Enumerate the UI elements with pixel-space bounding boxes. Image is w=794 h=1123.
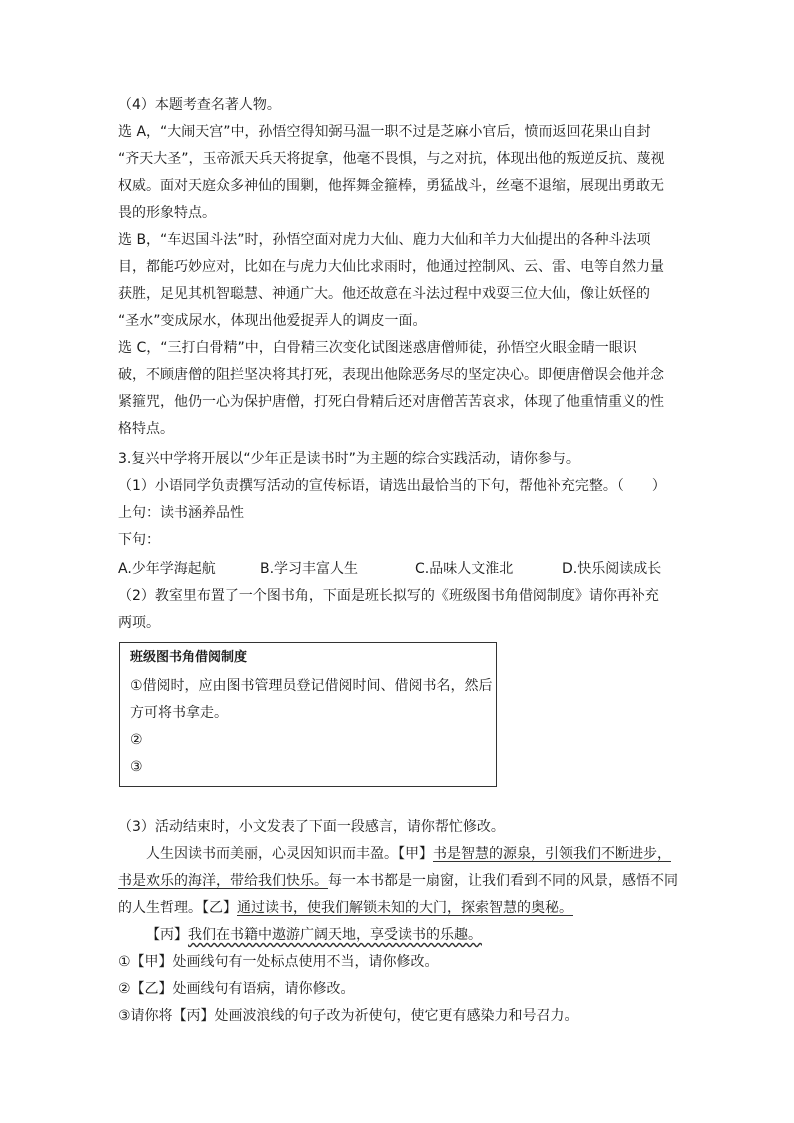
rules-item-3: ③	[130, 759, 143, 775]
option-a: A.少年学海起航	[118, 561, 216, 577]
rules-item-2: ②	[130, 732, 143, 748]
rules-item-1-line-2: 方可将书拿走。	[130, 705, 228, 721]
option-d: D.快乐阅读成长	[562, 561, 662, 577]
upper-sentence: 上句：读书涵养品性	[118, 505, 244, 521]
passage-line-2	[118, 872, 678, 890]
wavy-sentence-bing: 我们在书籍中遨游广阔天地，享受读书的乐趣。	[188, 927, 482, 943]
passage-sentence-3: 的人生哲理。	[118, 900, 202, 916]
q4-title: （4）本题考查名著人物。	[118, 97, 281, 113]
q3-title: 3.复兴中学将开展以“少年正是读书时”为主题的综合实践活动，请你参与。	[118, 451, 580, 467]
q4-a-line-1: 选 A，“大闹天宫”中，孙悟空得知弼马温一职不过是芝麻小官后，愤而返回花果山自封	[118, 124, 651, 140]
rules-box-title: 班级图书角借阅制度	[130, 650, 248, 665]
mark-bing: 【丙】	[146, 927, 188, 943]
q4-b-line-4: “圣水”变成尿水，体现出他爱捉弄人的调皮一面。	[118, 313, 427, 329]
option-b: B.学习丰富人生	[260, 561, 359, 577]
passage-line-1	[146, 845, 671, 863]
task-3: ③请你将【丙】处画波浪线的句子改为祈使句，使它更有感染力和号召力。	[118, 1008, 579, 1024]
passage-sentence: 人生因读书而美丽，心灵因知识而丰盈。	[146, 846, 398, 862]
q3-part-3: （3）活动结束时，小文发表了下面一段感言，请你帮忙修改。	[118, 819, 505, 835]
lower-sentence: 下句：	[118, 532, 160, 548]
q3-part-2-line-2: 两项。	[118, 615, 160, 631]
q4-c-line-4: 格特点。	[118, 421, 174, 437]
q4-a-line-4: 畏的形象特点。	[118, 205, 216, 221]
passage-line-4	[146, 926, 482, 944]
rules-box	[119, 642, 497, 787]
underlined-sentence-yi: 通过读书，使我们解锁未知的大门，探索智慧的奥秘。	[237, 900, 573, 916]
q4-a-line-3: 权威。面对天庭众多神仙的围剿，他挥舞金箍棒，勇猛战斗，丝毫不退缩，展现出勇敢无	[118, 178, 664, 194]
task-2: ②【乙】处画线句有语病，请你修改。	[118, 981, 355, 997]
mark-jia: 【甲】	[398, 846, 433, 862]
q4-b-line-3: 获胜，足见其机智聪慧、神通广大。他还故意在斗法过程中戏耍三位大仙，像让妖怪的	[118, 286, 650, 302]
rules-item-1-line-1: ①借阅时，应由图书管理员登记借阅时间、借阅书名，然后	[130, 678, 493, 694]
q4-c-line-3: 紧箍咒，他仍一心为保护唐僧，打死白骨精后还对唐僧苦苦哀求，体现了他重情重义的性	[118, 394, 664, 410]
task-1: ①【甲】处画线句有一处标点使用不当，请你修改。	[118, 954, 439, 970]
q4-c-line-2: 破，不顾唐僧的阻拦坚决将其打死，表现出他除恶务尽的坚定决心。即便唐僧误会他并念	[118, 367, 664, 383]
q4-b-line-2: 目，都能巧妙应对，比如在与虎力大仙比求雨时，他通过控制风、云、雷、电等自然力量	[118, 259, 664, 275]
option-c: C.品味人文淮北	[415, 561, 514, 577]
underlined-sentence-jia-2: 书是欢乐的海洋，带给我们快乐。	[118, 873, 328, 889]
options-row	[118, 560, 678, 578]
underlined-sentence-jia-1: 书是智慧的源泉，引领我们不断进步，	[433, 846, 671, 862]
passage-line-3	[118, 899, 573, 917]
q4-b-line-1: 选 B，“车迟国斗法”时，孙悟空面对虎力大仙、鹿力大仙和羊力大仙提出的各种斗法项	[118, 232, 651, 248]
mark-yi: 【乙】	[202, 900, 237, 916]
q3-part-2-line-1: （2）教室里布置了一个图书角，下面是班长拟写的《班级图书角借阅制度》请你再补充	[118, 588, 659, 604]
q4-c-line-1: 选 C，“三打白骨精”中，白骨精三次变化试图迷惑唐僧师徒，孙悟空火眼金睛一眼识	[118, 340, 637, 356]
q3-part-1: （1）小语同学负责撰写活动的宣传标语，请选出最恰当的下句，帮他补充完整。（ ）	[118, 478, 666, 494]
passage-sentence-2: 每一本书都是一扇窗，让我们看到不同的风景，感悟不同	[328, 873, 678, 889]
q4-a-line-2: “齐天大圣”，玉帝派天兵天将捉拿，他毫不畏惧，与之对抗，体现出他的叛逆反抗、蔑视	[118, 151, 665, 167]
